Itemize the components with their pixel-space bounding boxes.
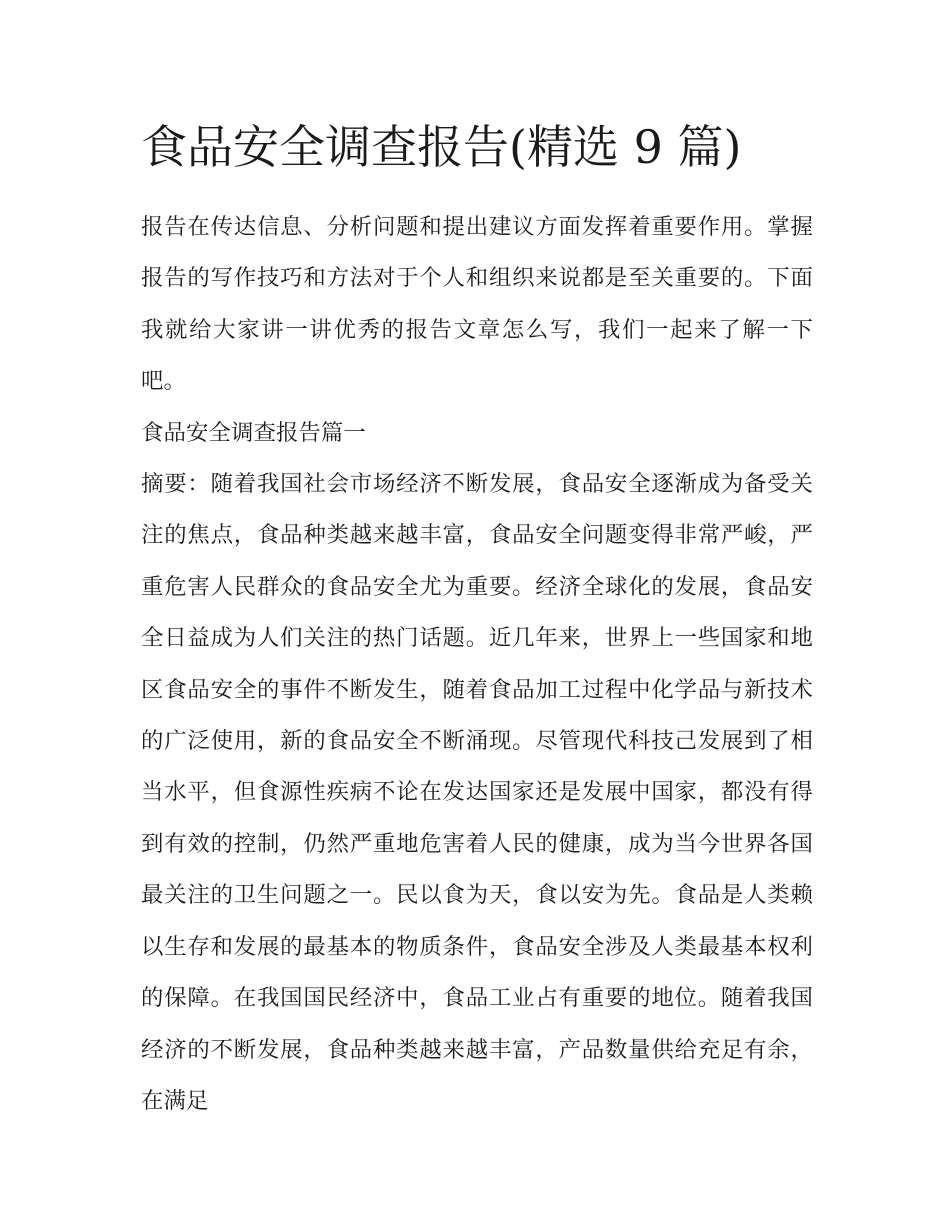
abstract-paragraph: 摘要：随着我国社会市场经济不断发展，食品安全逐渐成为备受关注的焦点，食品种类越来越丰富，食品安全问题变得非常严峻，严重危害人民群众的食品安全尤为重要。经济全球化的发展，食品安全日益成为人们关注的热门话题。近几年来，世界上一些国家和地区食品安全的事件不断发生，随着食品加工过程中化学品与新技术的广泛使用，新的食品安全不断涌现。尽管现代科技己发展到了相当水平，但食源性疾病不论在发达国家还是发展中国家，都没有得到有效的控制，仍然严重地危害着人民的健康，成为当今世界各国最关注的卫生问题之一。民以食为天，食以安为先。食品是人类赖以生存和发展的最基本的物质条件，食品安全涉及人类最基本权利的保障。在我国国民经济中，食品工业占有重要的地位。随着我国经济的不断发展，食品种类越来越丰富，产品数量供给充足有余，在满足: [141, 471, 813, 1114]
document-page: [141, 112, 813, 1127]
document-title: 食品安全调查报告(精选 9 篇): [141, 120, 742, 174]
intro-paragraph: 报告在传达信息、分析问题和提出建议方面发挥着重要作用。掌握报告的写作技巧和方法对于个人和组织来说都是至关重要的。下面我就给大家讲一讲优秀的报告文章怎么写，我们一起来了解一下吧。: [141, 214, 813, 395]
document-body: [141, 202, 813, 1127]
section-heading: 食品安全调查报告篇一: [141, 419, 366, 446]
